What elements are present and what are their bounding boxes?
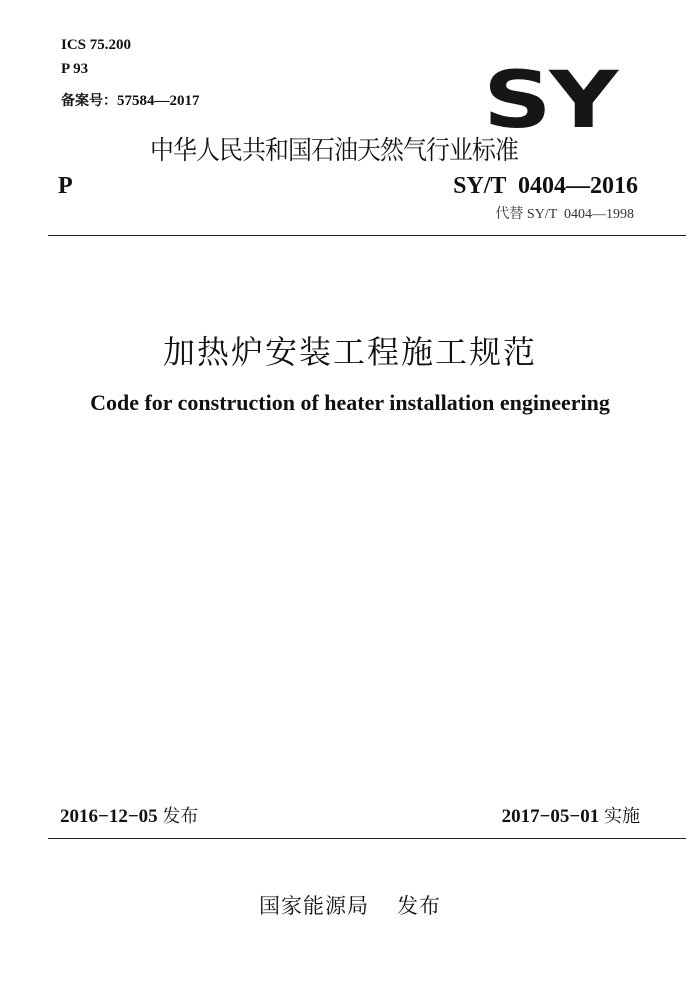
issue-date-value: 2016−12−05: [60, 806, 158, 827]
replaces-note: 代替 SY/T 0404—1998: [495, 207, 634, 222]
publisher-action: 发布: [397, 894, 441, 918]
classification-code: P 93: [61, 61, 89, 77]
ics-code: ICS 75.200: [61, 37, 132, 53]
publisher-name: 国家能源局: [259, 894, 369, 918]
issue-date: [60, 806, 198, 828]
implementation-label: 实施: [604, 806, 640, 827]
top-divider: [48, 235, 686, 236]
implementation-date: [502, 806, 640, 828]
industry-standard-title: 中华人民共和国石油天然气行业标准: [150, 136, 519, 166]
filing-number: [61, 92, 200, 110]
document-title-chinese: 加热炉安装工程施工规范: [162, 333, 537, 371]
issue-label: 发布: [162, 806, 199, 827]
category-letter: P: [58, 173, 73, 199]
document-title-english: Code for construction of heater installation engineering: [90, 390, 610, 415]
publisher: [0, 893, 700, 919]
standard-number: SY/T 0404—2016: [453, 173, 638, 199]
bottom-divider: [48, 838, 686, 839]
sy-logo: SY: [483, 56, 616, 146]
implementation-date-value: 2017−05−01: [501, 806, 600, 827]
filing-label: 备案号：: [61, 93, 117, 109]
filing-value: 57584—2017: [117, 93, 200, 109]
